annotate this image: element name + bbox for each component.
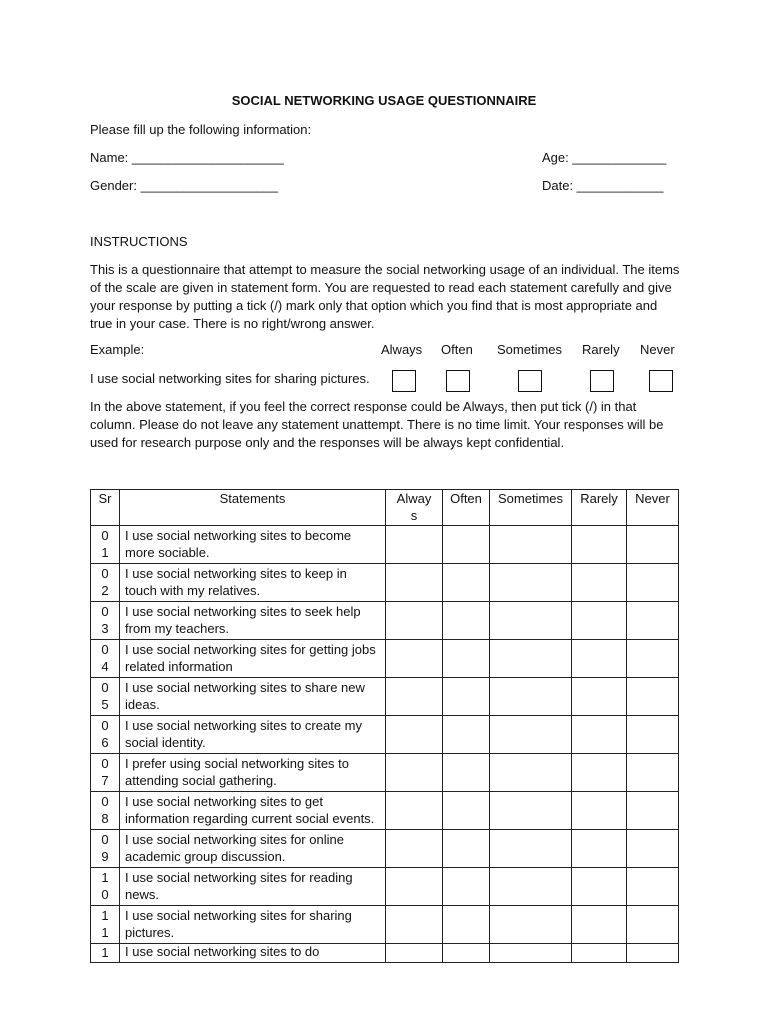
response-cell-always[interactable]	[386, 944, 443, 963]
row-statement: I use social networking sites to keep in touch with my relatives.	[120, 564, 386, 602]
response-cell-rarely[interactable]	[572, 906, 627, 944]
row-sr-number: 07	[91, 754, 120, 792]
header-statements: Statements	[120, 490, 386, 526]
age-field[interactable]: Age: _____________	[542, 150, 667, 165]
response-cell-sometimes[interactable]	[490, 640, 572, 678]
response-cell-never[interactable]	[627, 678, 679, 716]
response-cell-often[interactable]	[443, 564, 490, 602]
response-cell-often[interactable]	[443, 754, 490, 792]
response-cell-often[interactable]	[443, 640, 490, 678]
response-cell-rarely[interactable]	[572, 830, 627, 868]
response-cell-sometimes[interactable]	[490, 792, 572, 830]
table-row	[91, 830, 679, 868]
example-checkbox-sometimes[interactable]	[518, 370, 542, 392]
response-cell-never[interactable]	[627, 526, 679, 564]
example-option-often: Often	[441, 342, 473, 357]
row-sr-number: 03	[91, 602, 120, 640]
response-cell-often[interactable]	[443, 906, 490, 944]
example-label: Example:	[90, 342, 145, 357]
response-cell-sometimes[interactable]	[490, 944, 572, 963]
header-rarely: Rarely	[572, 490, 627, 526]
response-cell-sometimes[interactable]	[490, 906, 572, 944]
response-cell-never[interactable]	[627, 716, 679, 754]
example-checkbox-rarely[interactable]	[590, 370, 614, 392]
header-sometimes: Sometimes	[490, 490, 572, 526]
row-sr-number: 11	[91, 906, 120, 944]
intro-text: Please fill up the following information:	[90, 122, 312, 137]
response-cell-never[interactable]	[627, 792, 679, 830]
instructions-heading: INSTRUCTIONS	[90, 234, 188, 249]
table-row	[91, 640, 679, 678]
response-cell-rarely[interactable]	[572, 754, 627, 792]
row-statement: I use social networking sites to get information regarding current social events.	[120, 792, 386, 830]
table-row	[91, 602, 679, 640]
table-row	[91, 678, 679, 716]
response-cell-often[interactable]	[443, 944, 490, 963]
row-statement: I use social networking sites for online academic group discussion.	[120, 830, 386, 868]
response-cell-always[interactable]	[386, 716, 443, 754]
row-sr-number: 04	[91, 640, 120, 678]
example-option-rarely: Rarely	[582, 342, 620, 357]
response-cell-sometimes[interactable]	[490, 868, 572, 906]
response-cell-often[interactable]	[443, 526, 490, 564]
gender-field[interactable]: Gender: ___________________	[90, 178, 278, 193]
response-cell-never[interactable]	[627, 640, 679, 678]
row-statement: I prefer using social networking sites to attending social gathering.	[120, 754, 386, 792]
response-cell-sometimes[interactable]	[490, 830, 572, 868]
response-cell-always[interactable]	[386, 640, 443, 678]
table-row	[91, 564, 679, 602]
response-cell-often[interactable]	[443, 830, 490, 868]
response-cell-often[interactable]	[443, 716, 490, 754]
response-cell-rarely[interactable]	[572, 944, 627, 963]
response-cell-rarely[interactable]	[572, 640, 627, 678]
table-row	[91, 754, 679, 792]
row-sr-number: 08	[91, 792, 120, 830]
table-row	[91, 868, 679, 906]
response-cell-always[interactable]	[386, 830, 443, 868]
response-cell-always[interactable]	[386, 526, 443, 564]
response-cell-always[interactable]	[386, 906, 443, 944]
response-cell-always[interactable]	[386, 754, 443, 792]
example-statement: I use social networking sites for sharing pictures.	[90, 371, 370, 386]
response-cell-never[interactable]	[627, 906, 679, 944]
example-option-sometimes: Sometimes	[497, 342, 563, 357]
response-cell-rarely[interactable]	[572, 678, 627, 716]
response-cell-often[interactable]	[443, 792, 490, 830]
row-statement: I use social networking sites for sharing pictures.	[120, 906, 386, 944]
response-cell-always[interactable]	[386, 602, 443, 640]
page-title: SOCIAL NETWORKING USAGE QUESTIONNAIRE	[231, 93, 537, 108]
response-cell-never[interactable]	[627, 564, 679, 602]
response-cell-sometimes[interactable]	[490, 754, 572, 792]
response-cell-rarely[interactable]	[572, 602, 627, 640]
header-never: Never	[627, 490, 679, 526]
row-statement: I use social networking sites to share new ideas.	[120, 678, 386, 716]
table-row	[91, 716, 679, 754]
response-cell-sometimes[interactable]	[490, 564, 572, 602]
row-sr-number: 10	[91, 868, 120, 906]
header-always: Always	[386, 490, 443, 526]
response-cell-sometimes[interactable]	[490, 602, 572, 640]
response-cell-rarely[interactable]	[572, 716, 627, 754]
response-cell-sometimes[interactable]	[490, 526, 572, 564]
response-cell-sometimes[interactable]	[490, 716, 572, 754]
example-checkbox-often[interactable]	[446, 370, 470, 392]
response-cell-sometimes[interactable]	[490, 678, 572, 716]
example-option-always: Always	[381, 342, 423, 357]
row-statement: I use social networking sites to seek help from my teachers.	[120, 602, 386, 640]
response-cell-rarely[interactable]	[572, 868, 627, 906]
response-cell-always[interactable]	[386, 564, 443, 602]
response-cell-rarely[interactable]	[572, 526, 627, 564]
response-cell-rarely[interactable]	[572, 564, 627, 602]
table-header-row	[91, 490, 679, 526]
example-note: In the above statement, if you feel the correct response could be Always, then put tick (/) in that column. Please do not leave any statement unattempt. There is no time limit. Your responses will be used for research purpose only and the responses will be always kept confidential.	[90, 399, 664, 450]
response-cell-always[interactable]	[386, 792, 443, 830]
response-cell-never[interactable]	[627, 868, 679, 906]
response-cell-often[interactable]	[443, 602, 490, 640]
table-row	[91, 906, 679, 944]
response-cell-never[interactable]	[627, 754, 679, 792]
row-sr-number: 06	[91, 716, 120, 754]
header-often: Often	[443, 490, 490, 526]
example-checkbox-never[interactable]	[649, 370, 673, 392]
response-cell-often[interactable]	[443, 868, 490, 906]
row-sr-number: 01	[91, 526, 120, 564]
response-cell-never[interactable]	[627, 602, 679, 640]
example-checkbox-always[interactable]	[392, 370, 416, 392]
name-field[interactable]: Name: _____________________	[90, 150, 284, 165]
row-statement: I use social networking sites to create my social identity.	[120, 716, 386, 754]
header-sr: Sr	[91, 490, 120, 526]
response-cell-rarely[interactable]	[572, 792, 627, 830]
example-option-never: Never	[640, 342, 675, 357]
response-cell-never[interactable]	[627, 830, 679, 868]
table-row	[91, 526, 679, 564]
row-statement: I use social networking sites to become more sociable.	[120, 526, 386, 564]
response-cell-always[interactable]	[386, 678, 443, 716]
row-statement: I use social networking sites for getting jobs related information	[120, 640, 386, 678]
response-cell-often[interactable]	[443, 678, 490, 716]
row-sr-number: 02	[91, 564, 120, 602]
row-sr-number: 09	[91, 830, 120, 868]
table-row	[91, 792, 679, 830]
response-cell-always[interactable]	[386, 868, 443, 906]
row-sr-number: 1	[91, 944, 120, 963]
row-statement: I use social networking sites for reading news.	[120, 868, 386, 906]
response-cell-never[interactable]	[627, 944, 679, 963]
questionnaire-table	[90, 489, 679, 963]
date-field[interactable]: Date: ____________	[542, 178, 664, 193]
row-sr-number: 05	[91, 678, 120, 716]
instructions-text: This is a questionnaire that attempt to measure the social networking usage of an individual. The items of the scale are given in statement form. You are requested to read each statement carefully and give your response by putting a tick (/) mark only that option which you find that is most appropriate and true in your case. There is no right/wrong answer.	[90, 262, 680, 331]
table-row	[91, 944, 679, 963]
row-statement: I use social networking sites to do	[120, 944, 386, 963]
